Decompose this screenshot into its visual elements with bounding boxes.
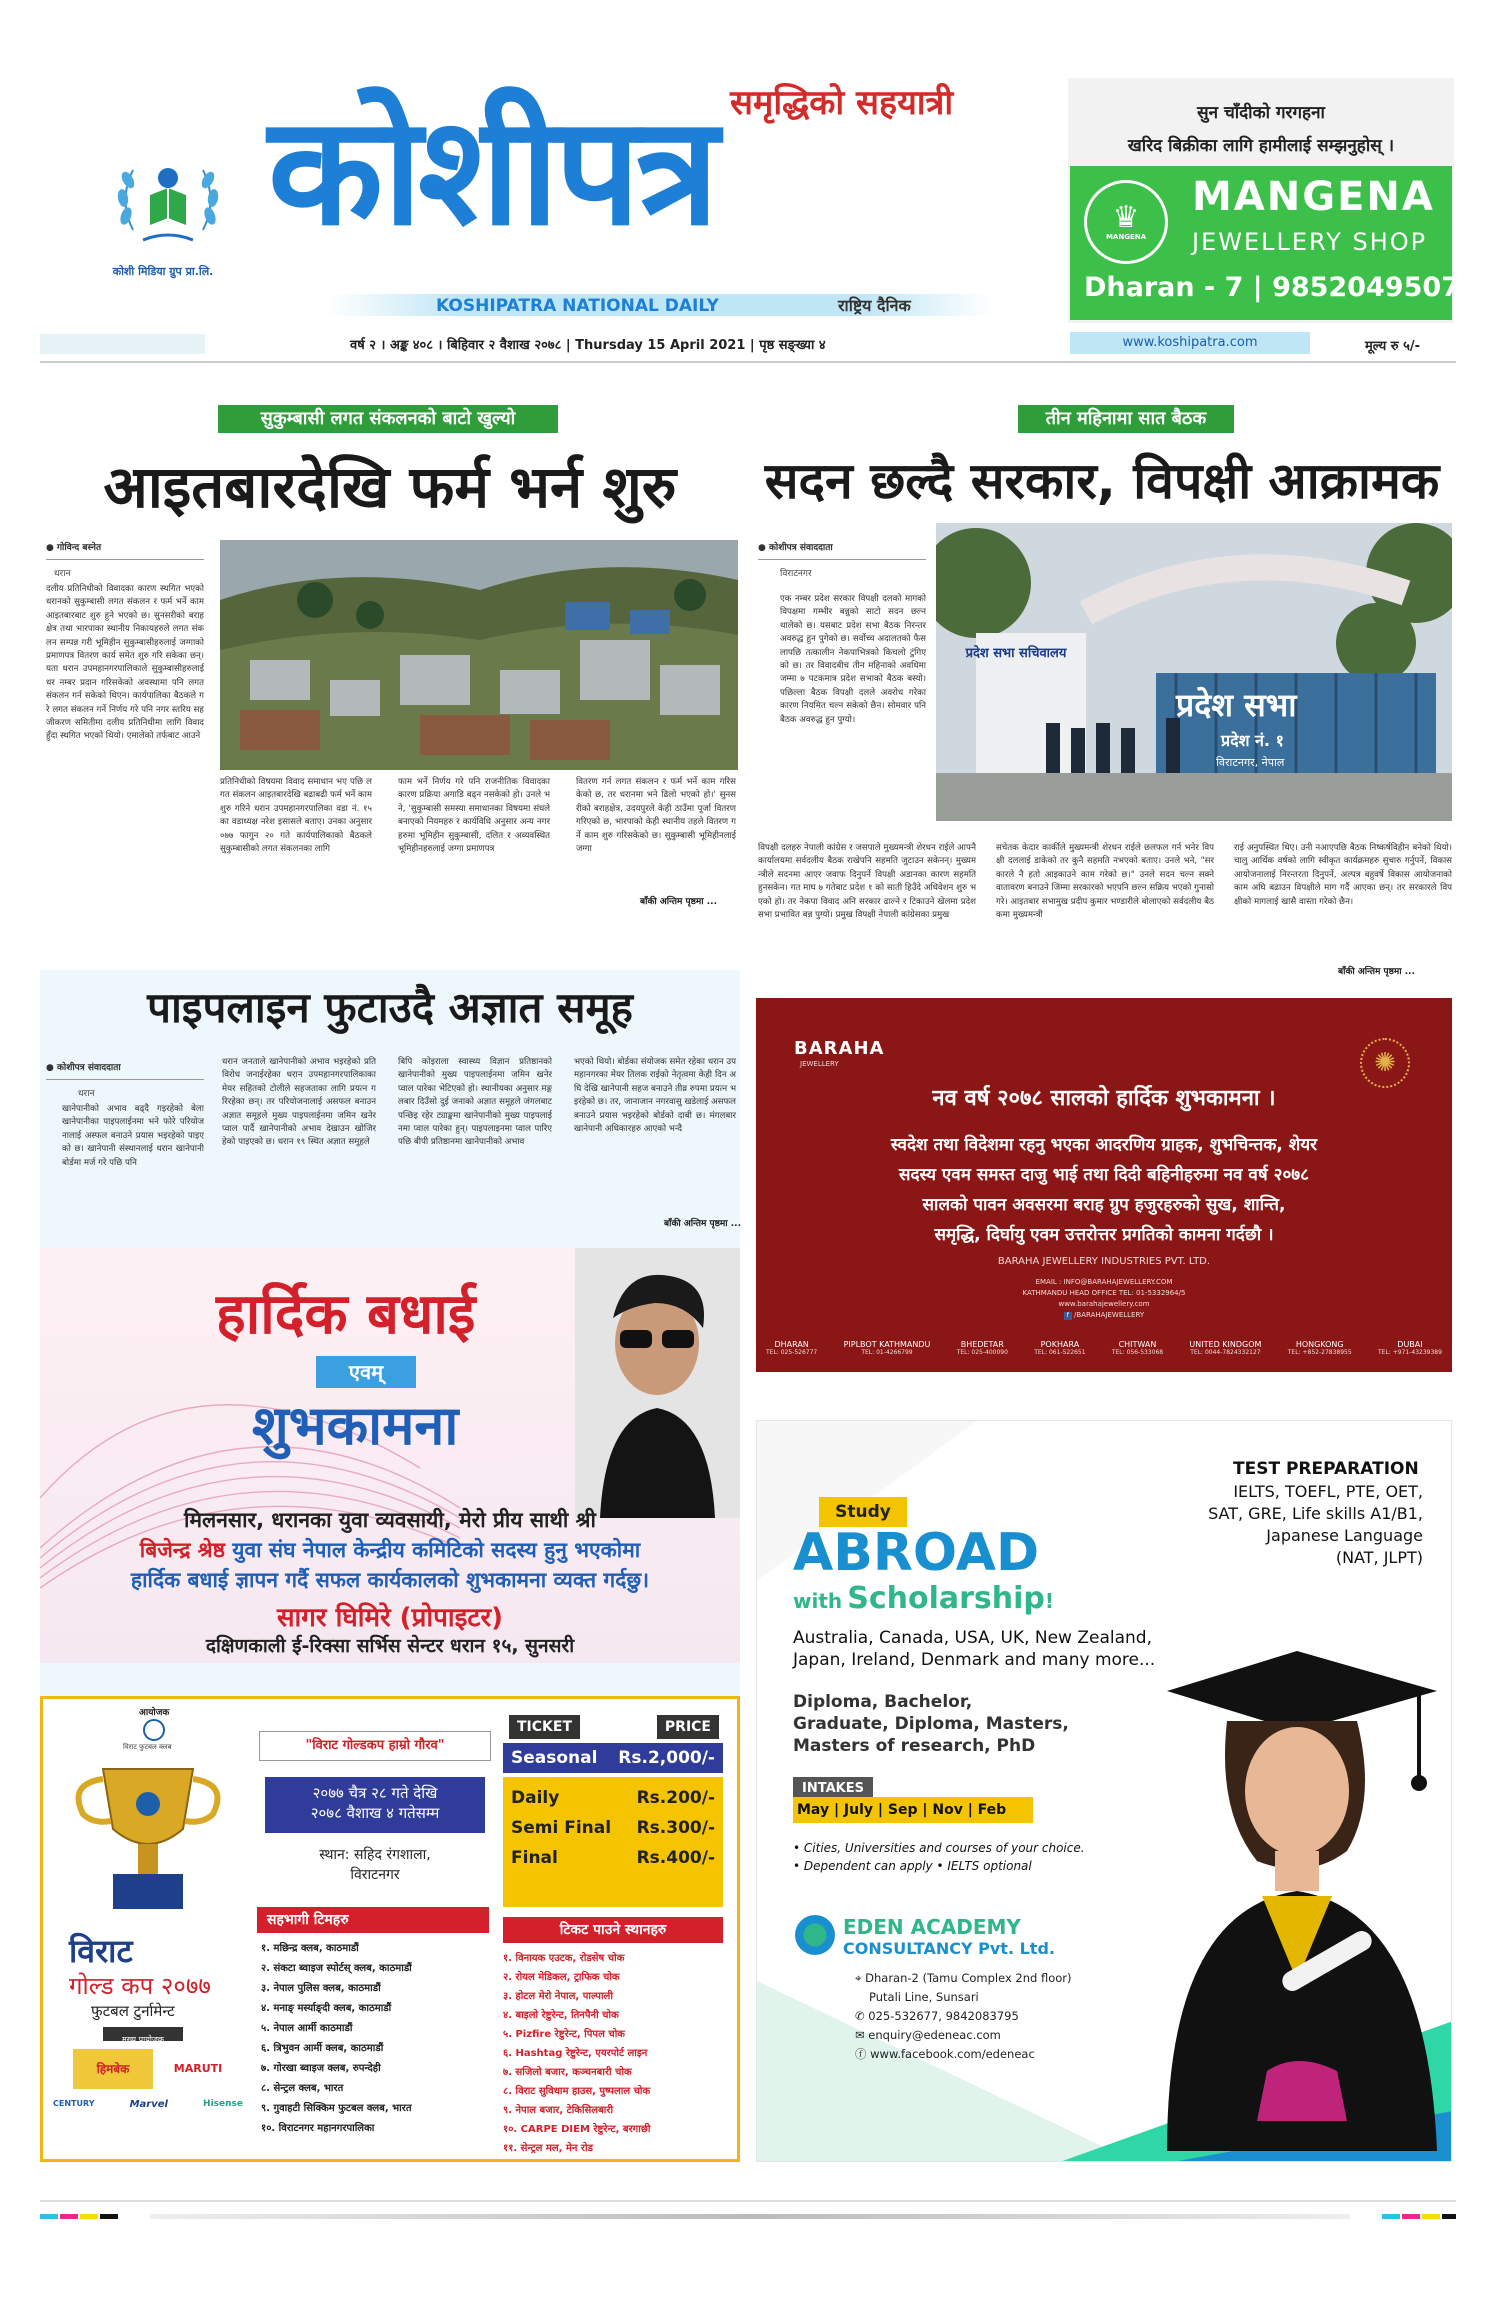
cup-dates1: २०७७ चैत्र २८ गते देखि [312,1784,438,1802]
baraha-brand-sub: JEWELLERY [800,1060,839,1068]
eden-scholarship-line [793,1581,1054,1616]
exclamation-icon: ! [1044,1589,1055,1613]
masthead-rule [40,361,1456,363]
sponsor-logo-maruti [163,2049,233,2089]
cup-price-label: PRICE [657,1715,719,1739]
branch-item [1034,1340,1085,1356]
eden-programs: Diploma, Bachelor, Graduate, Diploma, Masters, Masters of research, PhD [793,1692,1069,1756]
baraha-body2: सदस्य एवम समस्त दाजु भाई तथा दिदी बहिनीहरुमा नव वर्ष २०७८ [899,1165,1309,1185]
outlet-item: ९. नेपाल बजार, टेकिसिलबारी [503,2105,614,2116]
outlet-item: ४. बाइलो रेष्टुरेन्ट, तिनपैनी चोक [503,2010,619,2021]
story1-col4: वितरण गर्न लगत संकलन र फर्म भर्ने काम गरिसकेको छ, तर धरानमा भने ढिलो भएको हो।' सुनसरीको बराहक्षेत्र, उदयपुरले केही ठाउँमा पूर्जा वितरण गरिएको छ, भारपाको केही स्थानीय तहले वितरण गर्ने काम शुरु गरिसकेको छ। सुकुम्बासी भूमिहीनलाई जग्गा [576,777,736,855]
story1-col1: दलीय प्रतिनिधीको विवादका कारण स्थगित भएको धरानको सुकुम्बासी लगत संकलन र फर्म भर्ने काम आइतबारबाट शुरु हुने भएको छ। सुनसरीको बराहक्षेत्र तथा भारपाका स्थानीय निकायहरुले लगत संकलन सम्पन्न गरी भूमिहीन सुकुम्बासीहरुलाई जग्गाको प्रमाणपत्र वितरण कार्य समेत शुरु गरि सकेका छन्। यता धरान उपमहानगरपालिकाले सुकुम्बासीहरुलाई धर नम्बर प्रदान गरिसकेको अवस्थामा पनि लगत संकलन गर्न सकेको थिएन। कार्यपालिका बैठकले गरे लगत संकलन गर्ने निर्णय गरे पनि नगर स्तरिय सहजीकरण समितीमा दलीय प्रतिनिधीमा लागि विवाद हुँदा स्थगित भएको थियो। एमालेको तर्फबाट आउने [46,584,204,742]
story2-col-a: विपक्षी दलहरु नेपाली कांग्रेस र जसपाले मुख्यमन्त्री शेरधन राईले आफ्नै कार्यालयमा सर्वदलीय बैठक राखेपनि सहमति जुटाउन सकेनन्। मुख्यमन्त्रीले सदनमा आएर जवाफ दिनुपर्ने विपक्षी अडानका कारण सहमति हुनसकेन। गत माघ ७ गतेबाट प्रदेश १ को साती हिउँदे अधिवेशन शुरु भएको हो। तर नेकपा विवाद अनि सरकार ढाल्ने र टिकाउने खेलमा प्रदेशसभा प्रभावित बन्न पुग्यो। प्रमुख विपक्षी नेपाली कांग्रेसका प्रमुख [758,843,976,921]
team-item: ५. नेपाल आर्मी काठमाडौं [261,2023,353,2034]
cup-outlets-label-box [503,1917,723,1943]
eden-test-line: SAT, GRE, Life skills A1/B1, [1208,1504,1423,1523]
cup-org-name: विराट फुटबल क्लब [123,1743,172,1751]
ticket-type: Daily [511,1788,560,1808]
story1-col2: प्रतिनिधीको विषयमा विवाद समाधान भए पछि लगत संकलन आइतबारदेखि बढाबढी फर्म भर्ने काम शुरु गरिने धरान उपमहानगरपालिका वडा नं. १५ का वडाध्यक्ष नरेश इसासले बताए। उनका अनुसार ०७७ फागुन २० गते कार्यपालिकाको बैठकले सुकुम्बासीको लगत संकलनका लागि [220,777,372,855]
website-link[interactable]: www.koshipatra.com [1122,335,1258,350]
cup-teams-label: सहभागी टिमहरु [267,1912,349,1928]
registration-mark-black [100,2214,118,2219]
branch-item [1288,1340,1352,1356]
sponsor-marvel: Marvel [129,2099,168,2110]
greeting-line2 [40,1536,740,1564]
eden-test-title: TEST PREPARATION [1233,1459,1419,1479]
ticket-price: Rs.2,000/- [618,1748,715,1768]
cup-venue2: विराटनगर [350,1867,400,1883]
hillside-houses-image [220,540,738,770]
cup-ticket-seasonal [503,1743,723,1773]
trophy-icon [63,1759,233,1919]
cup-org-label: आयोजक [139,1708,170,1718]
cup-teams-list [261,1939,493,2139]
greeting-conj: एवम् [348,1360,384,1384]
eden-bullet: • Cities, Universities and courses of your choice. [793,1841,1085,1855]
story1-byline: ● गोविन्द बस्नेत [46,543,102,553]
story3-place: धरान [78,1089,95,1099]
greeting-line3: हार्दिक बधाई ज्ञापन गर्दै सफल कार्यकालको शुभकामना व्यक्त गर्दछु। [130,1568,650,1592]
story3-col2: धरान जनताले खानेपानीको अभाव भइरहेको प्रति विरोध जनाईरहेका धरान उपमहानगरपालिकाका मेयर सहितको टोलीले सहजताका लागि प्रयत्न गरिरहेका छन्। तर परियोजनालाई असफल बनाउन अज्ञात समूहले मुख्य पाइपलाईनमा जमिन खनेर प्वाल पार्दै खानेपानीको अभाव देखाउन खोजिरहेको पाइएको छ। धरान १९ स्थित अज्ञात समूहले [222,1057,376,1148]
story3-col1: खानेपानीको अभाव बढ्दै गइरहेको बेला खानेपानीका पाइपलाईनमा भने फोरे परियोजनालाई अस्फल बनाउने प्रयास भइरहेको पाइएको छ। खानेपानी संस्थानलाई धरान खानेपानी बोर्डमा मर्ज गरे पछि पनि [62,1104,204,1168]
facebook-icon: f [1064,1312,1072,1320]
eden-name2: CONSULTANCY Pvt. Ltd. [843,1939,1055,1958]
ad-mangena-logo-text: MANGENA [1105,233,1147,241]
sponsor-maruti: MARUTI [173,2062,223,2075]
cup-org-icon [143,1719,165,1741]
edition-bar-left-stripe [40,334,205,354]
registration-mark-magenta [1402,2214,1420,2219]
provincial-assembly-gate-image [936,523,1452,821]
story2-kicker: तीन महिनामा सात बैठक [1018,405,1234,433]
ad-baraha[interactable] [756,998,1452,1372]
greeting-address: दक्षिणकाली ई-रिक्सा सर्भिस सेन्टर धरान १५, सुनसरी [205,1635,575,1657]
story3-continued[interactable]: बाँकी अन्तिम पृष्ठमा ... [664,1219,741,1229]
outlet-item: ७. सजिलो बजार, कञ्चनबारी चोक [503,2067,632,2078]
sponsor-himbek: हिमबेक [96,2062,130,2076]
registration-mark-black [1442,2214,1456,2219]
outlet-item: २. रोयल मेडिकल, ट्राफिक चोक [503,1972,620,1983]
greeting-line1: मिलनसार, धरानका युवा व्यवसायी, मेरो प्रीय साथी श्री [184,1508,596,1532]
story2-col1: एक नम्बर प्रदेश सरकार विपक्षी दलको मागको विपक्षमा गम्भीर बन्नुको साटो सदन छल्न थालेको छ। यसबाट प्रदेश सभा बैठक निरन्तर अवरुद्ध हुन पुगेको छ। सर्वोच्च अदालतको फैसलापछि तत्कालीन नेकपाभित्रको किचलो टुंगिएको छ। तर विवादबीच तीन महिनाको अवधिमा जम्मा ७ पटकमात्र प्रदेश सभाको बैठक बस्यो। पछिल्ला बैठक विपक्षी दलले अवरोध गरेका कारण नियमित चल्न सकेको छैन। सोमवार पनि बैठक अवरुद्ध हुन पुग्यो। [780,594,926,725]
sponsor-row [53,2099,243,2110]
baraha-heading: नव वर्ष २०७८ सालको हार्दिक शुभकामना । [932,1086,1276,1111]
baraha-emblem-icon: ✺ [1360,1038,1410,1088]
story1-photo [220,540,738,770]
baraha-facebook[interactable] [756,1311,1452,1320]
edition-info: वर्ष २ । अङ्क ४०८ । बिहिवार २ वैशाख २०७८ | Thursday 15 April 2021 | पृष्ठ सङ्ख्या ४ [350,338,826,353]
eden-address1: Dharan-2 (Tamu Complex 2nd floor) [865,1971,1072,1985]
branch-name: PIPLBOT KATHMANDU [843,1340,931,1349]
branch-name: DHARAN [774,1340,809,1349]
story2-continued[interactable]: बाँकी अन्तिम पृष्ठमा ... [1338,967,1415,977]
team-item: ४. मनाङ् मर्स्याङ्दी क्लब, काठमाडौं [261,2003,392,2014]
cup-venue1: स्थान: सहिद रंगशाला, [319,1847,431,1863]
cup-outlets-label: टिकट पाउने स्थानहरु [559,1922,667,1938]
branch-name: BHEDETAR [960,1340,1004,1349]
sponsor-century: CENTURY [53,2099,95,2108]
story1-kicker: सुकुम्बासी लगत संकलनको बाटो खुल्यो [218,405,558,433]
cup-ticket-label: TICKET [509,1715,580,1739]
ad-mangena[interactable] [1068,78,1460,323]
eden-tests [1208,1481,1423,1569]
ticket-type: Seasonal [511,1748,598,1768]
publisher-logo [108,140,228,280]
facebook-icon: ⓕ [855,2047,867,2061]
cup-sponsor-label-box [103,2027,183,2044]
website-bar[interactable] [1070,332,1310,354]
ticket-price: Rs.300/- [636,1818,715,1838]
mail-icon: ✉ [855,2028,865,2042]
ad-gold-cup[interactable] [40,1696,740,2162]
branch-tel: TEL: 01-4266799 [861,1349,913,1356]
branch-item [1189,1340,1261,1356]
footer-rule [40,2200,1456,2202]
eden-scholarship: Scholarship [847,1581,1045,1616]
ticket-type: Final [511,1848,558,1868]
baraha-web[interactable]: www.barahajewellery.com [1058,1300,1150,1308]
branch-item [957,1340,1008,1356]
masthead-title: कोशीपत्र [268,85,715,259]
ad-mangena-panel [1070,166,1460,320]
eden-web[interactable] [855,2045,1072,2064]
publisher-emblem-icon [108,140,228,260]
baraha-company: BARAHA JEWELLERY INDUSTRIES PVT. LTD. [997,1256,1211,1267]
eden-contact [855,1969,1072,2064]
cup-outlets-list [503,1949,739,2158]
eden-logo-icon [795,1915,835,1955]
eden-name1: EDEN ACADEMY [843,1915,1021,1939]
baraha-facebook-handle: /BARAHAJEWELLERY [1074,1311,1145,1319]
team-item: २. संकटा ब्वाइज स्पोर्टस् क्लब, काठमाडौं [261,1963,412,1974]
registration-mark-magenta [60,2214,78,2219]
branch-item [1378,1340,1442,1356]
outlet-item: १०. CARPE DIEM रेष्टुरेन्ट, बरगाछी [503,2124,651,2135]
eden-study: Study [835,1502,891,1522]
photo-sign-assembly: प्रदेश सभा [1176,686,1297,724]
eden-phone[interactable] [855,2007,1072,2026]
story1-continued[interactable]: बाँकी अन्तिम पृष्ठमा ... [640,897,717,907]
ring-icon: ♛ [1112,200,1140,235]
ticket-price: Rs.200/- [636,1788,715,1808]
eden-bullets [793,1839,1085,1875]
eden-bullet-text: Cities, Universities and courses of your choice. [803,1841,1085,1855]
branch-item [1112,1340,1163,1356]
branch-name: CHITWAN [1118,1340,1157,1349]
branch-tel: TEL: 025-526777 [766,1349,818,1356]
ticket-type: Semi Final [511,1818,612,1838]
story2-headline[interactable]: सदन छल्दै सरकार, विपक्षी आक्रामक [764,452,1440,510]
eden-phone-text: 025-532677, 9842083795 [868,2009,1019,2023]
ad-mangena-logo [1084,180,1168,264]
branch-name: UNITED KINDGOM [1189,1340,1262,1349]
photo-sign-province: प्रदेश नं. १ [1221,731,1284,750]
cup-ticket-rows [503,1777,723,1907]
baraha-brand: BARAHA [794,1038,885,1059]
branch-tel: TEL: +971-43239389 [1378,1349,1442,1356]
branch-name: POKHARA [1040,1340,1080,1349]
masthead-slogan: समृद्धिको सहयात्री [730,83,954,123]
outlet-item: ११. सेन्ट्रल मल, मेन रोड [503,2143,593,2154]
eden-email-text: enquiry@edeneac.com [868,2028,1001,2042]
eden-intakes-box [793,1797,1033,1823]
branch-tel: TEL: 056-533068 [1111,1349,1164,1356]
team-item: ६. त्रिभुवन आर्मी क्लब, काठमाडौं [261,2043,384,2054]
eden-bullet-text: Dependent can apply • IELTS optional [803,1859,1032,1873]
eden-test-line: IELTS, TOEFL, PTE, OET, [1233,1482,1423,1501]
baraha-email[interactable]: EMAIL : INFO@BARAHAJEWELLERY.COM [1035,1278,1173,1286]
honoree-name: बिजेन्द्र श्रेष्ठ [139,1538,225,1562]
branch-item [844,1340,931,1356]
baraha-head-office: KATHMANDU HEAD OFFICE TEL: 01-5332964/5 [1022,1289,1186,1297]
greeting-title2: शुभकामना [252,1394,459,1457]
outlet-item: ५. Pizfire रेष्टुरेन्ट, पिपल चोक [503,2029,625,2040]
cup-tagline: "विराट गोल्डकप हाम्रो गौरव" [259,1731,491,1761]
photo-sign-secretariat: प्रदेश सभा सचिवालय [965,646,1067,661]
branch-tel: TEL: +852-27838955 [1287,1349,1352,1356]
registration-mark-yellow [1422,2214,1440,2219]
cup-title3: फुटबल टुर्नामेन्ट [91,2002,175,2020]
story3-byline: ● कोशीपत्र संवाददाता [46,1063,121,1073]
story2-col-b: सचेतक केदार कार्कीले मुख्यमन्त्री शेरधन राईले छलफल गर्न भनेर विपक्षी दललाई डाकेको तर कुनै सहमति नभएको बताए। उनले भने, "सरकारले नै हतो आइकाउने काम गरेको छ।" उनले सदन चल्न सक्ने वातावरण बनाउने जिम्मा सरकारको भएपनि छल्न सक्रिय भएको गुनासो गरे। आइतबार सभामुख प्रदीप कुमार भण्डारीले बोलाएको सर्वदलीय बैठकमा मुख्यमन्त्री [996,843,1214,921]
photo-sign-location: विराटनगर, नेपाल [1216,756,1285,769]
eden-address [855,1969,1072,1988]
story1-place: धरान [54,569,71,579]
eden-intakes-label: INTAKES [802,1781,864,1796]
masthead [0,0,1500,372]
cup-ticket-header [509,1715,719,1739]
story3-col3: बिपि कोइराला स्वास्थ्य विज्ञान प्रतिष्ठानको खानेपानीको मुख्य पाइपलाईनमा जमिन खनेर प्वाल पारेका भेटिएको हो। स्थानीयका अनुसार मङ्गलबार दिउँसो दुई जनाको अज्ञात समूहले जंगलबाट पन्छिइ रहेर ट्याङ्कमा खानेपानीको मुख्य पाइपलाईनमा प्वाल पारेका हुन्। पाइपलाइनमा प्वाल पारिएपछि बीपी प्रतिष्ठानमा खानेपानीको अभाव [398,1057,552,1148]
phone-icon: ✆ [855,2009,865,2023]
cup-sponsor-label: मुख्य प्रायोजक [121,2035,165,2044]
sponsor-hisense: Hisense [203,2099,243,2109]
greeting-line2-rest: युवा संघ नेपाल केन्द्रीय कमिटिको सदस्य हुनु भएकोमा [225,1538,641,1562]
registration-mark-cyan [40,2214,58,2219]
sponsor-logo-himbek [73,2049,153,2089]
eden-intakes-label-box [793,1777,873,1797]
baraha-body3: सालको पावन अवसरमा बराह ग्रुप हजुरहरुको सुख, शान्ति, [922,1195,1286,1215]
story2-photo [936,523,1452,821]
branch-name: HONGKONG [1295,1340,1344,1349]
ad-mangena-brand: MANGENA [1192,174,1435,220]
location-icon: ⌖ [855,1971,862,1985]
story2-byline-block [758,540,926,845]
outlet-item: १. विनायक एउटक, रोडसेष चोक [503,1953,625,1964]
eden-email[interactable] [855,2026,1072,2045]
team-item: ७. गोरखा ब्वाइज क्लब, रुपन्देही [261,2063,381,2074]
man-portrait-image [575,1248,740,1518]
eden-web-text: www.facebook.com/edeneac [870,2047,1035,2061]
eden-test-line: (NAT, JLPT) [1335,1548,1423,1567]
ticket-row [511,1843,715,1873]
eden-bullet: • Dependent can apply • IELTS optional [793,1859,1032,1873]
branch-name: DUBAI [1397,1340,1423,1349]
cup-dates-box [265,1777,485,1833]
story1-headline[interactable]: आइतबारदेखि फर्म भर्न शुरु [103,453,677,521]
masthead-subtitle-en: KOSHIPATRA NATIONAL DAILY [436,296,719,316]
ad-mangena-line2: खरिद बिक्रीका लागि हामीलाई सम्झनुहोस् । [1127,136,1395,156]
ad-mangena-contact: Dharan - 7 | 9852049507 [1084,272,1460,303]
greeting-conj-box [316,1356,416,1388]
team-item: ८. सेन्ट्रल क्लब, भारत [261,2083,344,2094]
cup-title1: विराट [69,1932,133,1970]
registration-mark-yellow [80,2214,98,2219]
story2-col-c: राई अनुपस्थित थिए। उनी नआएपछि बैठक निष्कर्षविहीन बनेको थियो। चालु आर्थिक वर्षको लागि स्वीकृत कार्यक्रमहरु सुचारु गर्नुपर्ने, विकास आयोजनालाई निरन्तरता दिनुपर्ने, अल्पत्र बहुवर्षे विकास आयोजनाको काम अघि बढाउन विपक्षीले माग गर्दै आएका छन्। तर सरकारले विपक्षीको मागलाई खासै वास्ता गरेको छैन। [1234,843,1452,907]
story3-headline[interactable]: पाइपलाइन फुटाउदै अज्ञात समूह [147,983,633,1032]
story3-byline-block [46,1060,204,1223]
team-item: ९. गुवाहटी सिक्किम फुटबल क्लब, भारत [261,2103,412,2114]
team-item: १. मछिन्द्र क्लब, काठमाडौं [261,1943,359,1954]
cup-title2: गोल्ड कप २०७७ [69,1972,211,2000]
story1-col3: फाम भर्ने निर्णय गरे पनि राजनीतिक विवादका कारण प्रक्रिया अगाडि बढ्न नसकेको हो। उनले भने, 'सुकुम्बासी समस्या समाधानका विषयमा संघले बनाएको नियमहरु र कार्यविधि अनुसार अन्य नगरहरुमा भूमिहीन सुकुम्बासी, दलित र अव्यवस्थित भूमिहीनहरुलाई जग्गा प्रमाणपत्र [398,777,550,855]
ad-mangena-line1: सुन चाँदीको गरगहना [1197,103,1325,123]
registration-mark-cyan [1382,2214,1400,2219]
baraha-body4: समृद्धि, दिर्घायु एवम उत्तरोत्तर प्रगतिको कामना गर्दछौ । [934,1225,1274,1245]
masthead-subtitle-np: राष्ट्रिय दैनिक [838,296,911,315]
outlet-item: ३. होटल मेरो नेपाल, पाल्पाली [503,1991,613,2002]
price: मूल्य रु ५/- [1365,339,1420,354]
eden-abroad: ABROAD [793,1523,1040,1583]
greeting-sender: सागर घिमिरे (प्रोपाइटर) [276,1603,503,1633]
greeting-portrait [575,1248,740,1518]
outlet-item: ८. विराट सुविधाम हाउस, पुष्पलाल चोक [503,2086,651,2097]
ad-eden[interactable] [756,1420,1452,2162]
eden-address-line2: Putali Line, Sunsari [869,1990,979,2004]
registration-bar [150,2214,1350,2219]
eden-test-line: Japanese Language [1266,1526,1423,1545]
branch-tel: TEL: 0044-7824332127 [1190,1349,1261,1356]
story1-byline-block [46,540,204,955]
ad-mangena-shop: JEWELLERY SHOP [1192,228,1428,256]
cup-dates2: २०७८ वैशाख ४ गतेसम्म [310,1804,440,1822]
cup-teams-label-box [257,1907,489,1933]
baraha-body1: स्वदेश तथा विदेशमा रहनु भएका आदरणिय ग्राहक, शुभचिन्तक, शेयर [890,1135,1318,1155]
eden-countries: Australia, Canada, USA, UK, New Zealand, Japan, Ireland, Denmark and many more... [793,1628,1156,1670]
eden-intakes: May | July | Sep | Nov | Feb [797,1802,1007,1818]
outlet-item: ६. Hashtag रेष्टुरेन्ट, एयरपोर्ट लाइन [503,2048,648,2059]
story3-col4: भएको थियो। बोर्डका संयोजक समेत रहेका धरान उपमहानगरका मेयर तिलक राईको नेतृत्वमा केही दिन अघि देखि खानेपानी सहज बनाउने तीव्र रुपमा प्रयत्न भइरहेको छ। तर, जानाजान नगरवासु खडेलाई असफल बनाउने प्रयास भइरहेको बोर्डको दाबी छ। मंगलबार खानेपानी अधिकारहरु आएको भन्दै [574,1057,736,1135]
ticket-row [511,1813,715,1843]
ticket-price: Rs.400/- [636,1848,715,1868]
greeting-title: हार्दिक बधाई [216,1282,476,1347]
team-item: १०. विराटनगर महानगरपालिका [261,2123,375,2134]
branch-item [766,1340,817,1356]
branch-tel: TEL: 025-400090 [956,1349,1008,1356]
story2-byline: ● कोशीपत्र संवाददाता [758,543,833,553]
branch-tel: TEL: 061-522651 [1034,1349,1086,1356]
team-item: ३. नेपाल पुलिस क्लब, काठमाडौं [261,1983,381,1994]
ad-greeting[interactable] [40,1248,740,1663]
ticket-row [511,1783,715,1813]
eden-with: with [793,1589,843,1613]
story2-place: विराटनगर [780,569,812,579]
baraha-branches [766,1340,1442,1356]
graduate-woman-image [1147,1651,1447,2151]
publisher-name: कोशी मिडिया ग्रुप प्रा.लि. [112,265,214,278]
